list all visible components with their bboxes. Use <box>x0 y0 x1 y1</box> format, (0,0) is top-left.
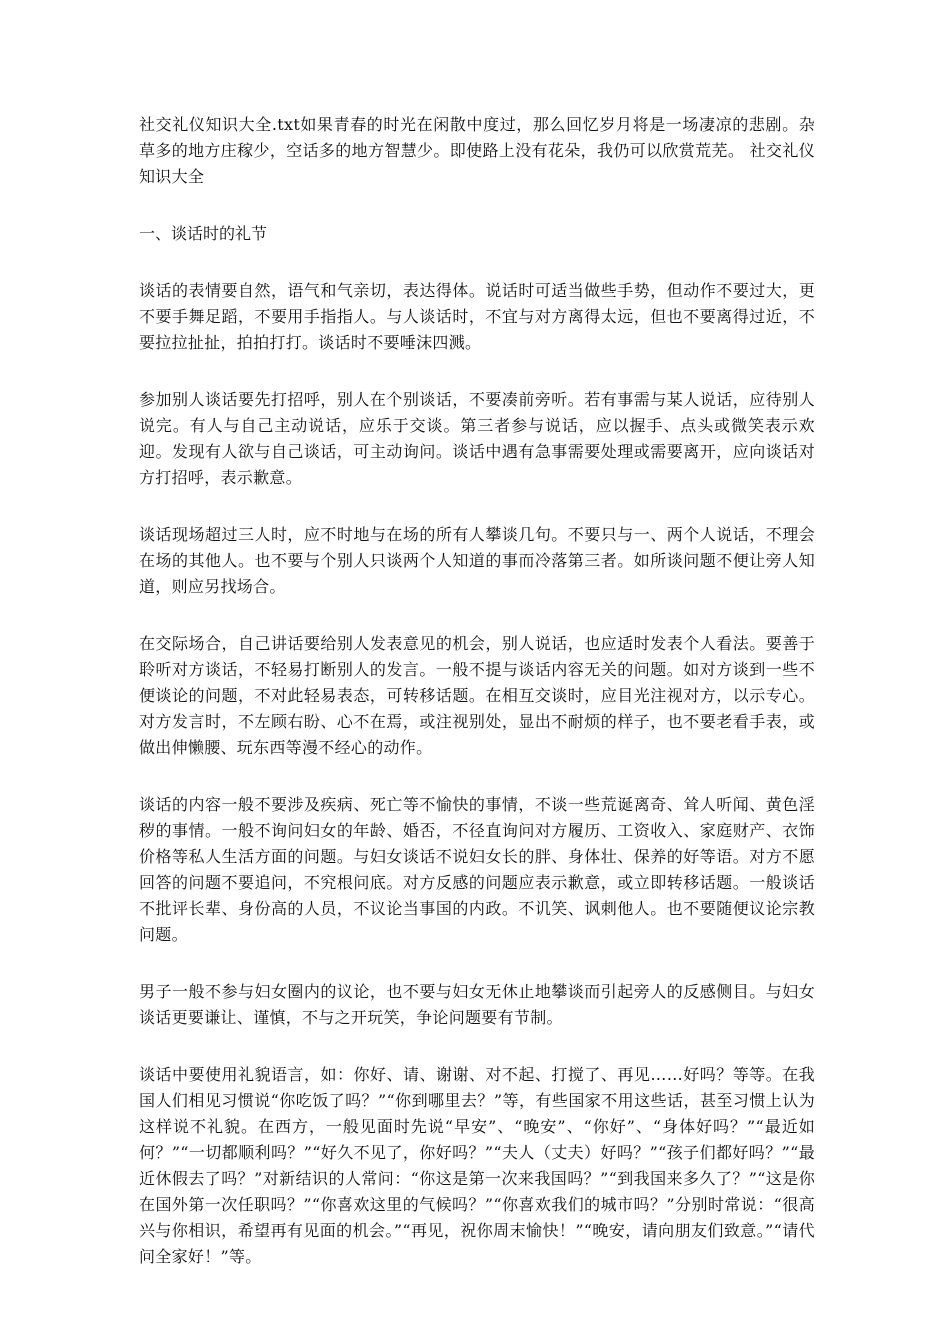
section-title: 一、谈话时的礼节 <box>139 224 268 243</box>
paragraph: 在交际场合，自己讲话要给别人发表意见的机会，别人说话，也应适时发表个人看法。要善于聆听对方谈话，不轻易打断别人的发言。一般不提与谈话内容无关的问题。如对方谈到一些不便谈论的问题，不对此轻易表态，可转移话题。在相互交谈时，应目光注视对方，以示专心。对方发言时，不左顾右盼、心不在焉，或注视别处，显出不耐烦的样子，也不要老看手表，或做出伸懒腰、玩东西等漫不经心的动作。 <box>139 634 815 757</box>
paragraph: 谈话中要使用礼貌语言，如：你好、请、谢谢、对不起、打搅了、再见……好吗？等等。在我国人们相见习惯说“你吃饭了吗？”“你到哪里去？”等，有些国家不用这些话，甚至习惯上认为这样说不礼貌。在西方，一般见面时先说“早安”、“晚安”、“你好”、“身体好吗？”“最近如何？”“一切都顺利吗？”“好久不见了，你好吗？”“夫人（丈夫）好吗？”“孩子们都好吗？”“最近休假去了吗？”对新结识的人常问：“你这是第一次来我国吗？”“到我国来多久了？”“这是你在国外第一次任职吗？”“你喜欢这里的气候吗？”“你喜欢我们的城市吗？”分别时常说：“很高兴与你相识，希望再有见面的机会。”“再见，祝你周末愉快！”“晚安，请向朋友们致意。”“请代问全家好！”等。 <box>139 1065 815 1266</box>
paragraph: 参加别人谈话要先打招呼，别人在个别谈话，不要凑前旁听。若有事需与某人说话，应待别人说完。有人与自己主动说话，应乐于交谈。第三者参与说话，应以握手、点头或微笑表示欢迎。发现有人欲与自己谈话，可主动询问。谈话中遇有急事需要处理或需要离开，应向谈话对方打招呼，表示歉意。 <box>139 390 815 487</box>
paragraph: 谈话的内容一般不要涉及疾病、死亡等不愉快的事情，不谈一些荒诞离奇、耸人听闻、黄色淫秽的事情。一般不询问妇女的年龄、婚否，不径直询问对方履历、工资收入、家庭财产、衣饰价格等私人生活方面的问题。与妇女谈话不说妇女长的胖、身体壮、保养的好等语。对方不愿回答的问题不要追问，不究根问底。对方反感的问题应表示歉意，或立即转移话题。一般谈话不批评长辈、身份高的人员，不议论当事国的内政。不讥笑、讽刺他人。也不要随便议论宗教问题。 <box>139 795 815 944</box>
paragraph: 谈话的表情要自然，语气和气亲切，表达得体。说话时可适当做些手势，但动作不要过大，更不要手舞足蹈，不要用手指指人。与人谈话时，不宜与对方离得太远，但也不要离得过近，不要拉拉扯扯，拍拍打打。谈话时不要唾沫四溅。 <box>139 281 815 352</box>
document-intro: 社交礼仪知识大全.txt如果青春的时光在闲散中度过，那么回忆岁月将是一场凄凉的悲剧。杂草多的地方庄稼少，空话多的地方智慧少。即使路上没有花朵，我仍可以欣赏荒芜。 社交礼仪知识大全 <box>139 115 815 186</box>
paragraph: 男子一般不参与妇女圈内的议论，也不要与妇女无休止地攀谈而引起旁人的反感侧目。与妇女谈话更要谦让、谨慎，不与之开玩笑，争论问题要有节制。 <box>139 982 815 1027</box>
document-page <box>139 112 815 1301</box>
paragraph: 谈话现场超过三人时，应不时地与在场的所有人攀谈几句。不要只与一、两个人说话，不理会在场的其他人。也不要与个别人只谈两个人知道的事而冷落第三者。如所谈问题不便让旁人知道，则应另找场合。 <box>139 525 815 596</box>
